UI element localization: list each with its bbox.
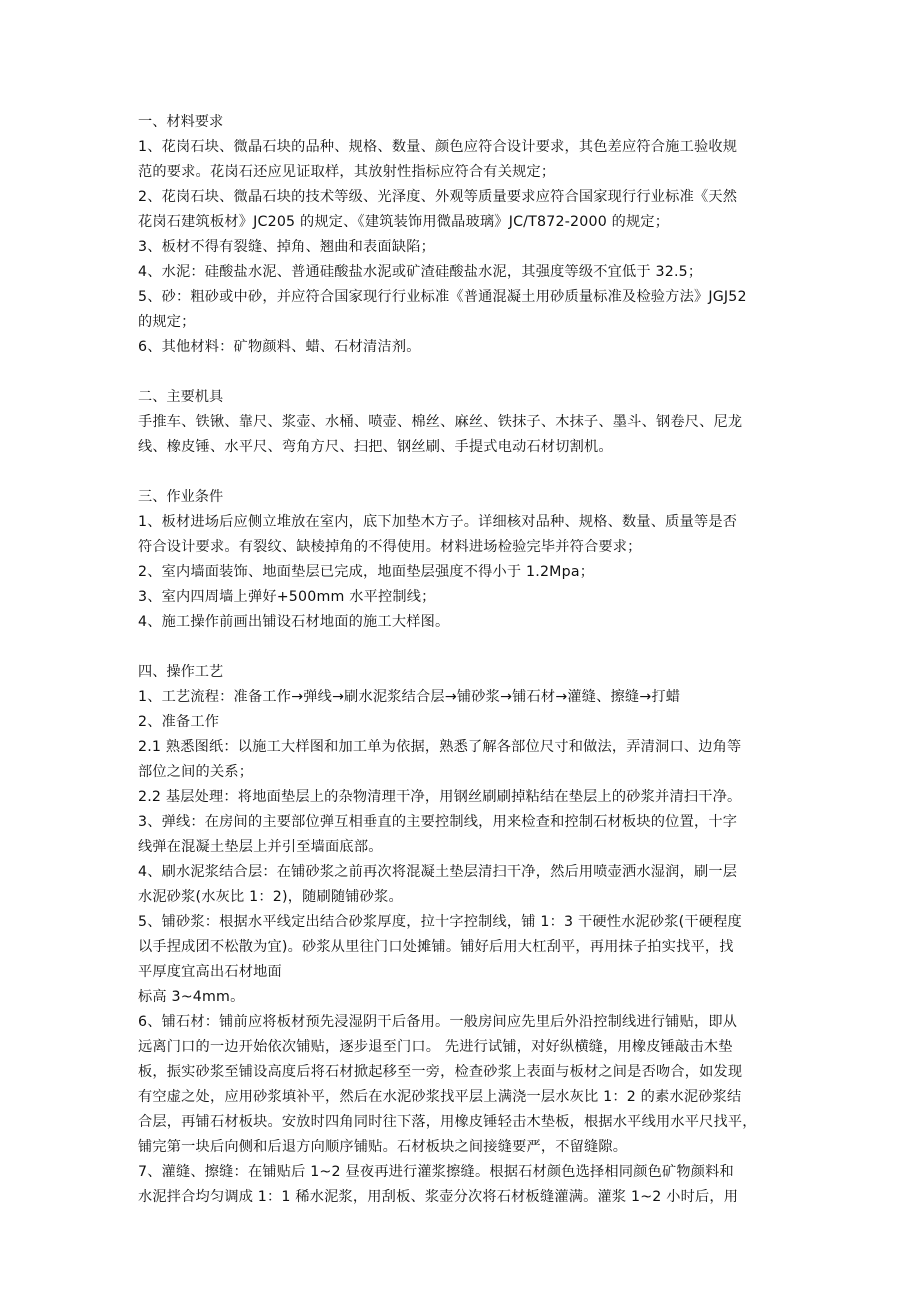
section-conditions [138, 485, 788, 635]
text-line: 符合设计要求。有裂纹、缺棱掉角的不得使用。材料进场检验完毕并符合要求； [138, 539, 642, 555]
section-materials [138, 110, 788, 360]
text-line: 水泥砂浆(水灰比 1：2)，随刷随铺砂浆。 [138, 889, 403, 905]
text-line: 3、室内四周墙上弹好+500mm 水平控制线； [138, 589, 436, 605]
section-process [138, 660, 788, 1210]
text-line: 线弹在混凝土垫层上并引至墙面底部。 [138, 839, 383, 855]
text-line: 有空虚之处，应用砂浆填补平，然后在水泥砂浆找平层上满浇一层水灰比 1：2 的素水泥砂浆结 [138, 1089, 742, 1105]
text-line: 6、其他材料：矿物颜料、蜡、石材清洁剂。 [138, 339, 421, 355]
text-line: 5、铺砂浆：根据水平线定出结合砂浆厚度，拉十字控制线，铺 1：3 干硬性水泥砂浆(干硬程度 [138, 914, 742, 930]
text-line: 2.2 基层处理：将地面垫层上的杂物清理干净，用钢丝刷刷掉粘结在垫层上的砂浆并清扫干净。 [138, 789, 742, 805]
text-line: 2、室内墙面装饰、地面垫层已完成，地面垫层强度不得小于 1.2Mpa； [138, 564, 595, 580]
text-line: 2.1 熟悉图纸：以施工大样图和加工单为依据，熟悉了解各部位尺寸和做法，弄清洞口、边角等 [138, 739, 742, 755]
section-heading: 四、操作工艺 [138, 664, 224, 680]
section-heading: 一、材料要求 [138, 114, 224, 130]
text-line: 5、砂：粗砂或中砂，并应符合国家现行行业标准《普通混凝土用砂质量标准及检验方法》JGJ52 [138, 289, 747, 305]
text-line: 板，振实砂浆至铺设高度后将石材掀起移至一旁，检查砂浆上表面与板材之间是否吻合，如发现 [138, 1064, 743, 1080]
text-line: 合层，再铺石材板块。安放时四角同时往下落，用橡皮锤轻击木垫板，根据水平线用水平尺找平， [138, 1114, 757, 1130]
text-line: 6、铺石材：铺前应将板材预先浸湿阴干后备用。一般房间应先里后外沿控制线进行铺贴，即从 [138, 1014, 738, 1030]
text-line: 花岗石建筑板材》JC205 的规定、《建筑装饰用微晶玻璃》JC/T872-2000 的规定； [138, 214, 670, 230]
text-line: 3、板材不得有裂缝、掉角、翘曲和表面缺陷； [138, 239, 435, 255]
section-heading: 二、主要机具 [138, 389, 224, 405]
text-line: 1、工艺流程：准备工作→弹线→刷水泥浆结合层→铺砂浆→铺石材→灌缝、擦缝→打蜡 [138, 689, 681, 705]
text-line: 手推车、铁锹、靠尺、浆壶、水桶、喷壶、棉丝、麻丝、铁抹子、木抹子、墨斗、钢卷尺、尼龙 [138, 414, 743, 430]
text-line: 1、板材进场后应侧立堆放在室内，底下加垫木方子。详细核对品种、规格、数量、质量等是否 [138, 514, 738, 530]
section-heading: 三、作业条件 [138, 489, 224, 505]
text-line: 2、准备工作 [138, 714, 220, 730]
text-line: 平厚度宜高出石材地面 [138, 964, 282, 980]
text-line: 4、水泥：硅酸盐水泥、普通硅酸盐水泥或矿渣硅酸盐水泥，其强度等级不宜低于 32.5； [138, 264, 703, 280]
text-line: 以手捏成团不松散为宜)。砂浆从里往门口处摊铺。铺好后用大杠刮平，再用抹子拍实找平，找 [138, 939, 734, 955]
text-line: 的规定； [138, 314, 196, 330]
text-line: 4、刷水泥浆结合层：在铺砂浆之前再次将混凝土垫层清扫干净，然后用喷壶洒水湿润，刷一层 [138, 864, 738, 880]
text-line: 4、施工操作前画出铺设石材地面的施工大样图。 [138, 614, 450, 630]
text-line: 范的要求。花岗石还应见证取样，其放射性指标应符合有关规定； [138, 164, 556, 180]
section-tools [138, 385, 788, 460]
text-line: 标高 3~4mm。 [138, 989, 245, 1005]
text-line: 铺完第一块后向侧和后退方向顺序铺贴。石材板块之间接缝要严，不留缝隙。 [138, 1139, 628, 1155]
text-line: 部位之间的关系； [138, 764, 254, 780]
text-line: 线、橡皮锤、水平尺、弯角方尺、扫把、钢丝刷、手提式电动石材切割机。 [138, 439, 613, 455]
document-body [138, 110, 788, 1210]
text-line: 7、灌缝、擦缝：在铺贴后 1~2 昼夜再进行灌浆擦缝。根据石材颜色选择相同颜色矿物颜料和 [138, 1164, 734, 1180]
text-line: 水泥拌合均匀调成 1：1 稀水泥浆，用刮板、浆壶分次将石材板缝灌满。灌浆 1~2 小时后，用 [138, 1189, 739, 1205]
text-line: 远离门口的一边开始依次铺贴，逐步退至门口。 先进行试铺，对好纵横缝，用橡皮锤敲击木垫 [138, 1039, 733, 1055]
text-line: 2、花岗石块、微晶石块的技术等级、光泽度、外观等质量要求应符合国家现行行业标准《天然 [138, 189, 738, 205]
text-line: 3、弹线：在房间的主要部位弹互相垂直的主要控制线，用来检查和控制石材板块的位置，十字 [138, 814, 738, 830]
text-line: 1、花岗石块、微晶石块的品种、规格、数量、颜色应符合设计要求，其色差应符合施工验收规 [138, 139, 738, 155]
